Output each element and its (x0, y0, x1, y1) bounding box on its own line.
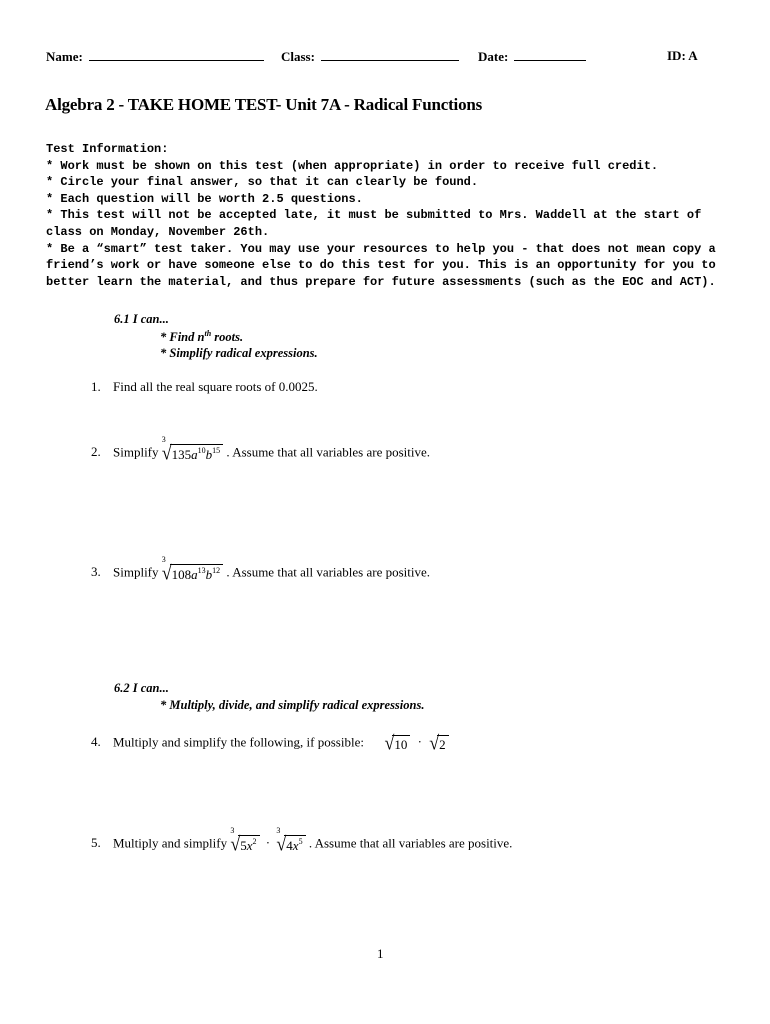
square-root-expression: √2 (429, 733, 448, 754)
section-6-2-heading: 6.2 I can... (114, 681, 169, 695)
question-number: 1. (91, 379, 101, 394)
radical-icon: √ (161, 441, 172, 464)
question-text: Find all the real square roots of 0.0025. (113, 379, 318, 394)
test-info-heading: Test Information: (46, 142, 169, 156)
question-text: Multiply and simplify the following, if possible: (113, 734, 364, 750)
square-root-expression: √10 (384, 733, 410, 754)
id-label: ID: A (667, 48, 698, 63)
question-5: 5. Multiply and simplify 3 $√5x^2$ · 3 $√4x^5$ . Assume that all variables are positive. (91, 826, 513, 855)
class-label: Class: (281, 49, 315, 64)
radical-icon: √ (429, 731, 440, 754)
date-blank[interactable] (514, 48, 586, 61)
cube-root-expression: 3 $√4x^5$ (276, 834, 305, 855)
radical-icon: √ (161, 561, 172, 584)
name-label: Name: (46, 49, 83, 64)
name-field (46, 48, 264, 65)
test-info-line: * This test will not be accepted late, it must be submitted to Mrs. Waddell at the start of class on Monday, November 26th. (46, 208, 702, 239)
section-6-1-item-2: * Simplify radical expressions. (160, 346, 318, 360)
cube-root-expression: 3 $√135a^{10}b^{15}$ (162, 443, 223, 464)
question-number: 4. (91, 734, 101, 750)
radical-icon: √ (276, 832, 287, 855)
page-title: Algebra 2 - TAKE HOME TEST- Unit 7A - Radical Functions (45, 95, 483, 114)
cube-root-expression: 3 $√108a^{13}b^{12}$ (162, 563, 223, 584)
class-field (281, 48, 459, 65)
radical-icon: √ (384, 731, 395, 754)
question-number: 2. (91, 444, 101, 460)
section-6-1-heading: 6.1 I can... (114, 312, 169, 326)
test-info-line: * Be a “smart” test taker. You may use your resources to help you - that does not mean copy a friend’s work or have someone else to do this test for you. This is an opportunity for you to better learn the material, and thus prepare for future assessments (such as the EOC and ACT). (46, 241, 716, 289)
date-label: Date: (478, 49, 509, 64)
name-blank[interactable] (89, 48, 264, 61)
date-field (478, 48, 586, 65)
cube-root-expression: 3 $√5x^2$ (230, 834, 259, 855)
page-number: 1 (377, 946, 384, 961)
section-6-2-item-1: * Multiply, divide, and simplify radical expressions. (160, 698, 425, 712)
question-number: 5. (91, 835, 101, 851)
question-3: 3. Simplify 3 $√108a^{13}b^{12}$ . Assume that all variables are positive. (91, 555, 431, 584)
question-2: 2. Simplify 3 $√135a^{10}b^{15}$ . Assume that all variables are positive. (91, 435, 431, 464)
question-1 (91, 379, 318, 395)
question-4: 4. Multiply and simplify the following, if possible: √10 · √2 (91, 733, 449, 754)
question-number: 3. (91, 564, 101, 580)
class-blank[interactable] (321, 48, 459, 61)
test-information (46, 141, 736, 290)
section-6-1-item-1: * Find $n^{th}$ roots. (160, 329, 244, 345)
test-info-line: * Work must be shown on this test (when appropriate) in order to receive full credit. (46, 158, 659, 173)
radical-icon: √ (230, 832, 241, 855)
test-info-line: * Circle your final answer, so that it can clearly be found. (46, 175, 479, 190)
test-info-line: * Each question will be worth 2.5 questions. (46, 191, 363, 206)
